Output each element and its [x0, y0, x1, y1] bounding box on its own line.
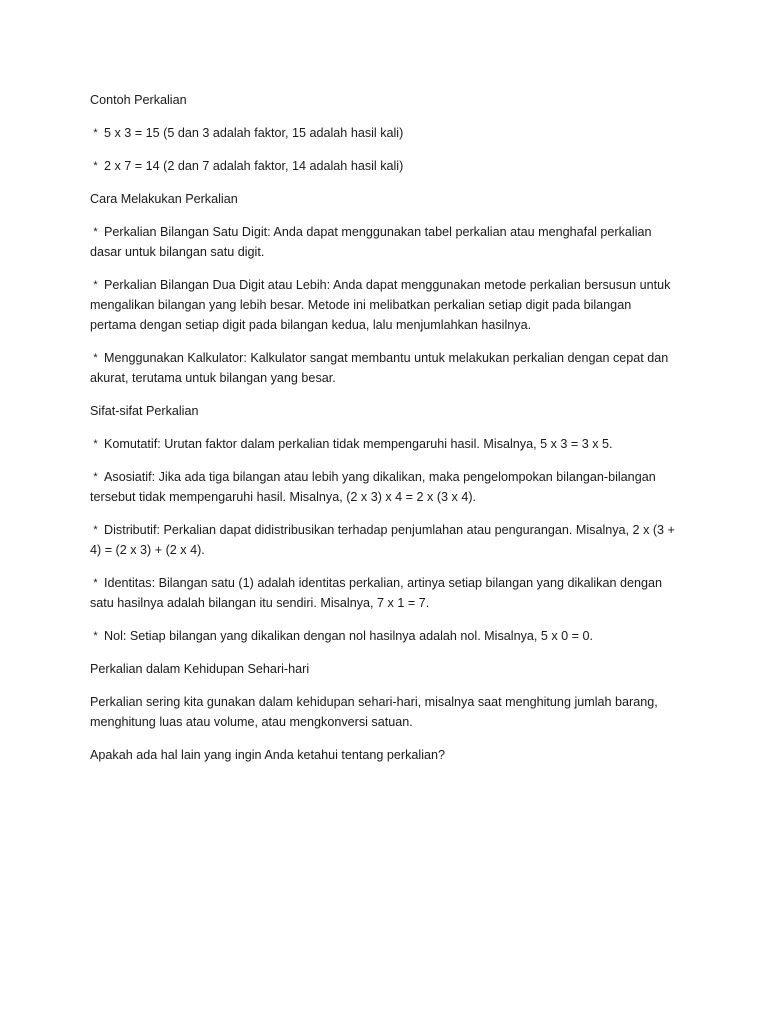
body-paragraph: Perkalian sering kita gunakan dalam kehidupan sehari-hari, misalnya saat menghitung jumlah barang, menghitung luas atau volume, atau mengkonversi satuan.	[90, 695, 658, 729]
list-item	[90, 626, 680, 646]
list-item	[90, 434, 680, 454]
list-item-text: Perkalian Bilangan Satu Digit: Anda dapat menggunakan tabel perkalian atau menghafal perkalian dasar untuk bilangan satu digit.	[90, 225, 652, 259]
list-item	[90, 467, 680, 507]
list-item-text: Asosiatif: Jika ada tiga bilangan atau lebih yang dikalikan, maka pengelompokan bilangan-bilangan tersebut tidak mempengaruhi hasil. Misalnya, (2 x 3) x 4 = 2 x (3 x 4).	[90, 470, 656, 504]
list-item-text: Nol: Setiap bilangan yang dikalikan dengan nol hasilnya adalah nol. Misalnya, 5 x 0 = 0.	[104, 629, 594, 643]
list-item-text: 2 x 7 = 14 (2 dan 7 adalah faktor, 14 adalah hasil kali)	[104, 159, 404, 173]
list-item-text: Perkalian Bilangan Dua Digit atau Lebih: Anda dapat menggunakan metode perkalian bersusun untuk mengalikan bilangan yang lebih besar. Metode ini melibatkan perkalian setiap digit pada bilangan pertama dengan setiap digit pada bilangan kedua, lalu menjumlahkan hasilnya.	[90, 278, 671, 332]
list-item	[90, 275, 680, 335]
bullet-mark: *	[93, 279, 98, 291]
bullet-mark: *	[93, 127, 98, 139]
list-item-text: Komutatif: Urutan faktor dalam perkalian tidak mempengaruhi hasil. Misalnya, 5 x 3 = 3 x 5.	[104, 437, 613, 451]
bullet-mark: *	[93, 577, 98, 589]
list-item	[90, 348, 680, 388]
section-heading: Contoh Perkalian	[90, 93, 187, 107]
section-heading: Cara Melakukan Perkalian	[90, 192, 238, 206]
bullet-mark: *	[93, 438, 98, 450]
list-item-text: 5 x 3 = 15 (5 dan 3 adalah faktor, 15 adalah hasil kali)	[104, 126, 404, 140]
section-heading: Sifat-sifat Perkalian	[90, 404, 199, 418]
bullet-mark: *	[93, 160, 98, 172]
list-item	[90, 123, 680, 143]
bullet-mark: *	[93, 524, 98, 536]
bullet-mark: *	[93, 630, 98, 642]
document-page	[90, 90, 680, 778]
bullet-mark: *	[93, 352, 98, 364]
list-item	[90, 573, 680, 613]
section-heading: Perkalian dalam Kehidupan Sehari-hari	[90, 662, 310, 676]
bullet-mark: *	[93, 226, 98, 238]
closing-question: Apakah ada hal lain yang ingin Anda ketahui tentang perkalian?	[90, 748, 445, 762]
list-item-text: Identitas: Bilangan satu (1) adalah identitas perkalian, artinya setiap bilangan yang dikalikan dengan satu hasilnya adalah bilangan itu sendiri. Misalnya, 7 x 1 = 7.	[90, 576, 662, 610]
list-item	[90, 222, 680, 262]
list-item	[90, 520, 680, 560]
list-item-text: Distributif: Perkalian dapat didistribusikan terhadap penjumlahan atau pengurangan. Misalnya, 2 x (3 + 4) = (2 x 3) + (2 x 4).	[90, 523, 675, 557]
list-item	[90, 156, 680, 176]
bullet-mark: *	[93, 471, 98, 483]
list-item-text: Menggunakan Kalkulator: Kalkulator sangat membantu untuk melakukan perkalian dengan cepat dan akurat, terutama untuk bilangan yang besar.	[90, 351, 669, 385]
